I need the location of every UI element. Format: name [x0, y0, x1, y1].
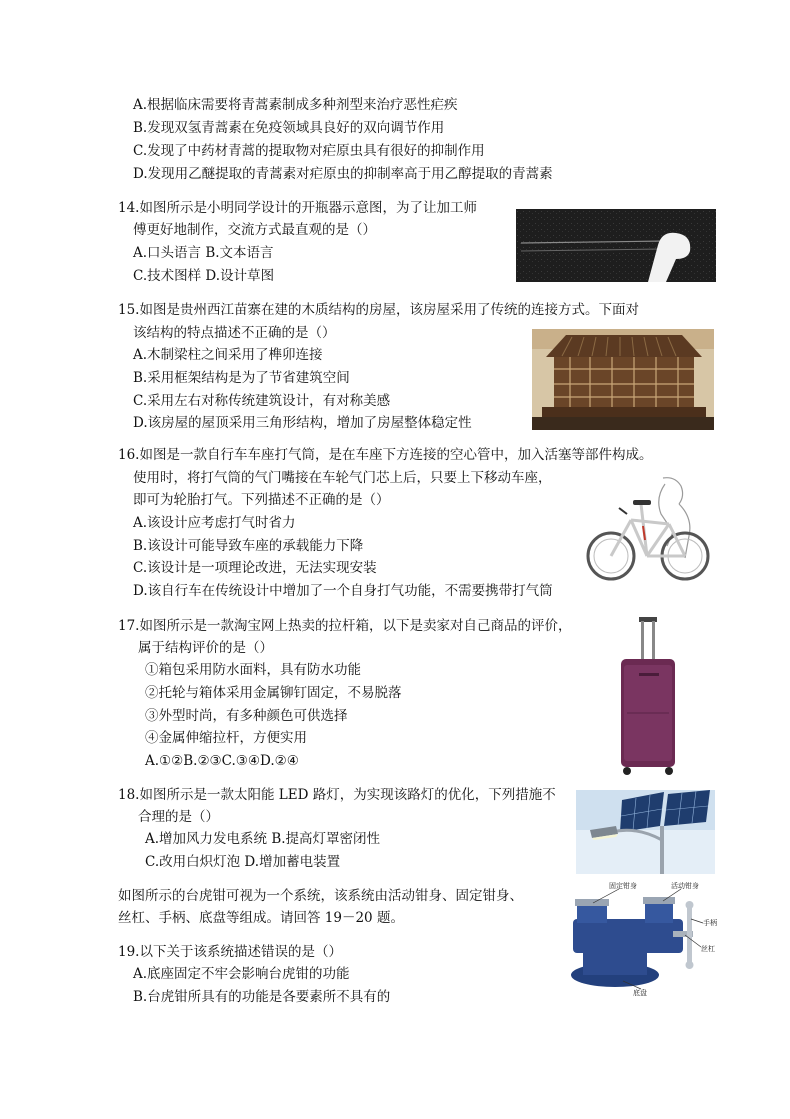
q14-options-cd: C.技术图样 D.设计草图: [133, 268, 275, 284]
bench-vise-image: [553, 879, 718, 997]
q18-stem: 18.如图所示是一款太阳能 LED 路灯，为实现该路灯的优化，下列措施不: [118, 787, 556, 803]
q17-stem: 17.如图所示是一款淘宝网上热卖的拉杆箱，以下是卖家对自己商品的评价，: [118, 618, 572, 634]
q17-item-4: ④金属伸缩拉杆，方便实用: [145, 730, 307, 746]
q17-stem-cont: 属于结构评价的是（）: [138, 640, 273, 656]
q15-stem: 15.如图是贵州西江苗寨在建的木质结构的房屋，该房屋采用了传统的连接方式。下面对: [118, 302, 639, 318]
q15-option-d: D.该房屋的屋顶采用三角形结构，增加了房屋整体稳定性: [133, 415, 472, 431]
q18-options-cd: C.改用白炽灯泡 D.增加蓄电装置: [145, 854, 341, 870]
q17-options: A.①②B.②③C.③④D.②④: [145, 753, 299, 769]
q16-option-b: B.该设计可能导致车座的承载能力下降: [133, 538, 364, 554]
q19-option-a: A.底座固定不牢会影响台虎钳的功能: [133, 966, 350, 982]
q15-option-b: B.采用框架结构是为了节省建筑空间: [133, 370, 350, 386]
system-intro-line-1: 如图所示的台虎钳可视为一个系统，该系统由活动钳身、固定钳身、: [118, 888, 523, 904]
q14-stem: 14.如图所示是小明同学设计的开瓶器示意图，为了让加工师: [118, 200, 477, 216]
vise-label-moving-jaw: 活动钳身: [671, 882, 699, 890]
vise-label-screw: 丝杠: [701, 945, 715, 953]
q13-option-a: A.根据临床需要将青蒿素制成多种剂型来治疗恶性疟疾: [133, 97, 458, 113]
wooden-house-image: [532, 329, 714, 430]
vise-label-handle: 手柄: [703, 919, 717, 927]
q13-option-d: D.发现用乙醚提取的青蒿素对疟原虫的抑制率高于用乙醇提取的青蒿素: [133, 166, 553, 182]
vise-label-fixed-jaw: 固定钳身: [609, 882, 637, 890]
q19-stem: 19.以下关于该系统描述错误的是（）: [118, 944, 342, 960]
system-intro-line-2: 丝杠、手柄、底盘等组成。请回答 19－20 题。: [118, 910, 404, 926]
q16-stem: 16.如图是一款自行车车座打气筒，是在车座下方连接的空心管中，加入活塞等部件构成。: [118, 447, 653, 463]
q15-option-a: A.木制梁柱之间采用了榫卯连接: [133, 347, 323, 363]
q16-option-a: A.该设计应考虑打气时省力: [133, 515, 296, 531]
q14-stem-cont: 傅更好地制作，交流方式最直观的是（）: [133, 222, 376, 238]
q17-item-2: ②托轮与箱体采用金属铆钉固定，不易脱落: [145, 685, 402, 701]
q19-option-b: B.台虎钳所具有的功能是各要素所不具有的: [133, 989, 391, 1005]
vise-label-base: 底盘: [633, 989, 647, 997]
q16-option-d: D.该自行车在传统设计中增加了一个自身打气功能，不需要携带打气筒: [133, 583, 553, 599]
q16-stem-cont1: 使用时，将打气筒的气门嘴接在车轮气门芯上后，只要上下移动车座，: [133, 470, 552, 486]
q15-stem-cont: 该结构的特点描述不正确的是（）: [133, 325, 336, 341]
q13-option-b: B.发现双氢青蒿素在免疫领域具良好的双向调节作用: [133, 120, 445, 136]
q16-stem-cont2: 即可为轮胎打气。下列描述不正确的是（）: [133, 492, 390, 508]
q15-option-c: C.采用左右对称传统建筑设计，有对称美感: [133, 393, 391, 409]
q14-options-ab: A.口头语言 B.文本语言: [133, 245, 274, 261]
suitcase-image: [613, 613, 683, 778]
solar-street-lamp-image: [576, 790, 715, 874]
bicycle-image: [585, 474, 715, 584]
q17-item-1: ①箱包采用防水面料，具有防水功能: [145, 662, 361, 678]
q18-stem-cont: 合理的是（）: [138, 809, 219, 825]
bottle-opener-sketch-image: [516, 209, 716, 282]
q16-option-c: C.该设计是一项理论改进，无法实现安装: [133, 560, 377, 576]
q13-option-c: C.发现了中药材青蒿的提取物对疟原虫具有很好的抑制作用: [133, 143, 485, 159]
q17-item-3: ③外型时尚，有多种颜色可供选择: [145, 708, 348, 724]
q18-options-ab: A.增加风力发电系统 B.提高灯罩密闭性: [145, 831, 381, 847]
